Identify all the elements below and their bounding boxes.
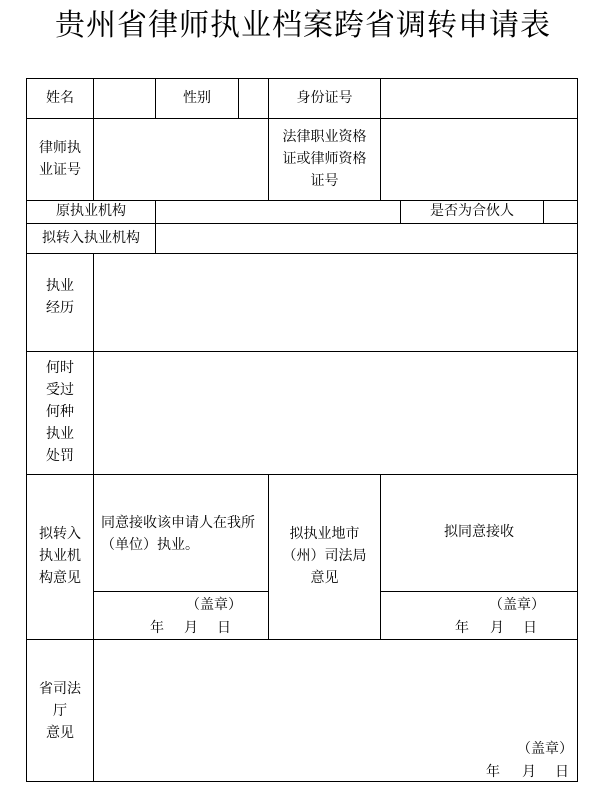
target-firm-seal: （盖章） (186, 597, 242, 613)
penalty-label (27, 357, 93, 467)
license-number-label-line2: 业证号 (39, 162, 81, 178)
province-dept-date-year: 年 (486, 764, 500, 780)
province-dept-opinion-label (27, 678, 93, 744)
penalty-label-line4: 执业 (46, 426, 74, 442)
province-dept-date-day: 日 (555, 764, 569, 780)
experience-label (27, 275, 93, 319)
city-bureau-opinion-label (269, 523, 380, 589)
target-firm-opinion-label (27, 523, 93, 589)
target-firm-label: 拟转入执业机构 (42, 230, 140, 246)
is-partner-field[interactable] (544, 201, 577, 223)
qualification-number-field[interactable] (381, 119, 577, 200)
target-firm-date-month: 月 (184, 620, 198, 636)
penalty-label-line1: 何时 (46, 360, 74, 376)
city-bureau-date-day: 日 (523, 620, 537, 636)
target-firm-field[interactable] (156, 224, 577, 253)
license-number-field[interactable] (94, 119, 268, 200)
gender-label: 性别 (183, 90, 211, 106)
target-opinion-text-line1: 同意接收该申请人在我所 (101, 515, 255, 531)
qualification-number-label (269, 126, 380, 192)
experience-field[interactable] (94, 254, 577, 351)
province-label-line2: 厅 (53, 703, 67, 719)
target-firm-date-year: 年 (150, 620, 164, 636)
experience-label-line2: 经历 (46, 300, 74, 316)
original-firm-field[interactable] (156, 201, 400, 223)
province-dept-seal: （盖章） (517, 741, 573, 757)
city-bureau-label-line3: 意见 (310, 570, 339, 586)
original-firm-label: 原执业机构 (56, 203, 126, 219)
name-label: 姓名 (46, 90, 74, 106)
target-opinion-label-line3: 构意见 (39, 570, 81, 586)
city-bureau-label-line2: （州）司法局 (282, 548, 367, 564)
penalty-label-line2: 受过 (46, 382, 74, 398)
id-number-field[interactable] (381, 79, 577, 118)
id-number-label: 身份证号 (296, 90, 353, 106)
license-number-label (27, 137, 93, 181)
qualification-label-line1: 法律职业资格 (282, 129, 367, 145)
penalty-label-line5: 处罚 (46, 448, 74, 464)
is-partner-label: 是否为合伙人 (430, 203, 514, 219)
city-bureau-seal: （盖章） (489, 597, 545, 613)
experience-label-line1: 执业 (46, 278, 74, 294)
gender-field[interactable] (239, 79, 268, 118)
province-dept-date-month: 月 (522, 764, 536, 780)
province-dept-opinion-field[interactable] (94, 640, 577, 740)
province-label-line1: 省司法 (39, 681, 81, 697)
province-label-line3: 意见 (46, 725, 74, 741)
license-number-label-line1: 律师执 (39, 140, 81, 156)
qualification-label-line3: 证号 (310, 173, 339, 189)
qualification-label-line2: 证或律师资格 (282, 151, 367, 167)
form-title: 贵州省律师执业档案跨省调转申请表 (55, 8, 551, 43)
city-bureau-opinion-text: 拟同意接收 (444, 524, 514, 540)
penalty-field[interactable] (94, 352, 577, 474)
name-field[interactable] (94, 79, 155, 118)
target-opinion-text-line2: （单位）执业。 (101, 537, 199, 553)
city-bureau-date-month: 月 (490, 620, 504, 636)
target-opinion-label-line2: 执业机 (39, 548, 81, 564)
target-opinion-label-line1: 拟转入 (39, 526, 81, 542)
target-firm-opinion-text (101, 512, 267, 556)
city-bureau-label-line1: 拟执业地市 (289, 526, 360, 542)
target-firm-date-day: 日 (217, 620, 231, 636)
penalty-label-line3: 何种 (46, 404, 74, 420)
city-bureau-date-year: 年 (455, 620, 469, 636)
